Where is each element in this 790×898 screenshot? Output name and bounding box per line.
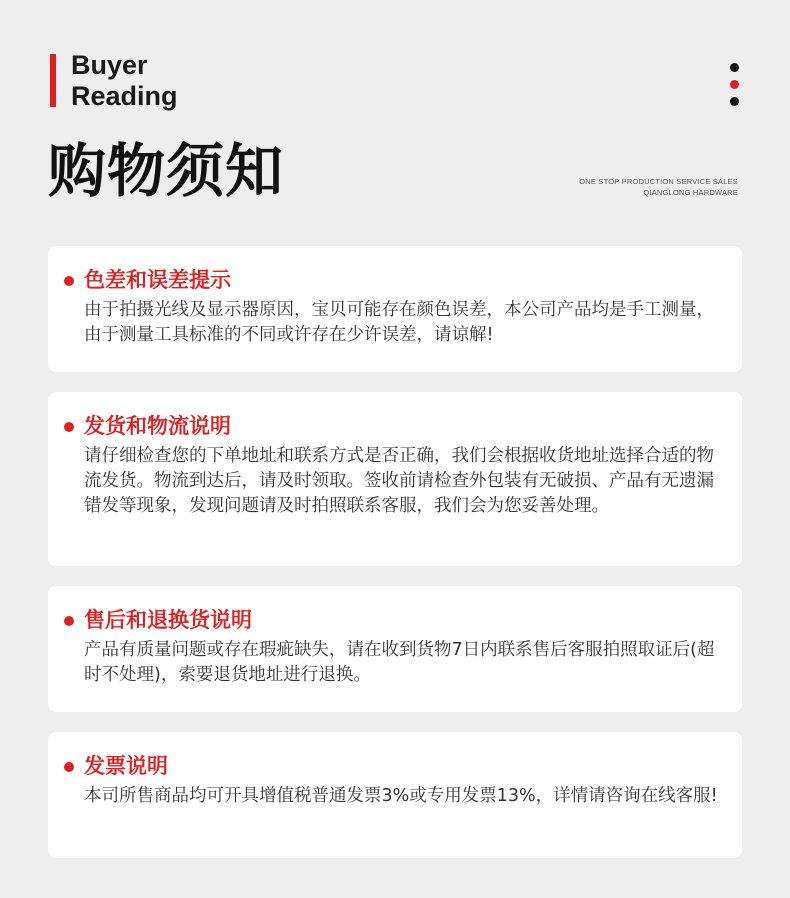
notice-card-shipping <box>48 392 742 566</box>
header-english-line-1: Buyer <box>71 50 148 80</box>
dot-icon-active <box>730 80 739 89</box>
notice-card-body: 产品有质量问题或存在瑕疵缺失，请在收到货物7日内联系售后客服拍照取证后(超时不处理)，索要退货地址进行退换。 <box>84 640 715 685</box>
notice-card-title <box>64 266 726 294</box>
header-accent-bar <box>50 54 56 107</box>
notice-card-title <box>64 412 726 440</box>
notice-card-color-difference <box>48 246 742 372</box>
subtitle-line-2: QIANGLONG HARDWARE <box>643 188 738 197</box>
dot-icon <box>730 97 739 106</box>
page-subtitle <box>579 176 738 198</box>
more-dots-icon <box>730 63 740 114</box>
bullet-dot-icon <box>64 616 74 626</box>
notice-card-body: 请仔细检查您的下单地址和联系方式是否正确，我们会根据收货地址选择合适的物流发货。物流到达后，请及时领取。签收前请检查外包装有无破损、产品有无遗漏错发等现象，发现问题请及时拍照联系客服，我们会为您妥善处理。 <box>84 446 714 516</box>
page-title: 购物须知 <box>48 137 285 205</box>
notice-card-body: 由于拍摄光线及显示器原因，宝贝可能存在颜色误差，本公司产品均是手工测量，由于测量工具标准的不同或许存在少许误差，请谅解! <box>84 300 714 345</box>
notice-card-title-text: 发货和物流说明 <box>84 414 231 438</box>
dot-icon <box>730 63 739 72</box>
notice-card-title <box>64 752 726 780</box>
notice-card-title-text: 发票说明 <box>84 754 168 778</box>
notice-card-title <box>64 606 726 634</box>
bullet-dot-icon <box>64 276 74 286</box>
notice-card-invoice <box>48 732 742 858</box>
notice-card-title-text: 色差和误差提示 <box>84 268 231 292</box>
notice-card-title-text: 售后和退换货说明 <box>84 608 252 632</box>
notice-card-body: 本司所售商品均可开具增值税普通发票3%或专用发票13%，详情请咨询在线客服! <box>84 786 718 806</box>
bullet-dot-icon <box>64 422 74 432</box>
bullet-dot-icon <box>64 762 74 772</box>
notice-card-after-sales <box>48 586 742 712</box>
header-english-line-2: Reading <box>71 81 178 111</box>
subtitle-line-1: ONE STOP PRODUCTION SERVICE SALES <box>579 177 738 186</box>
header-english-title <box>71 50 178 112</box>
